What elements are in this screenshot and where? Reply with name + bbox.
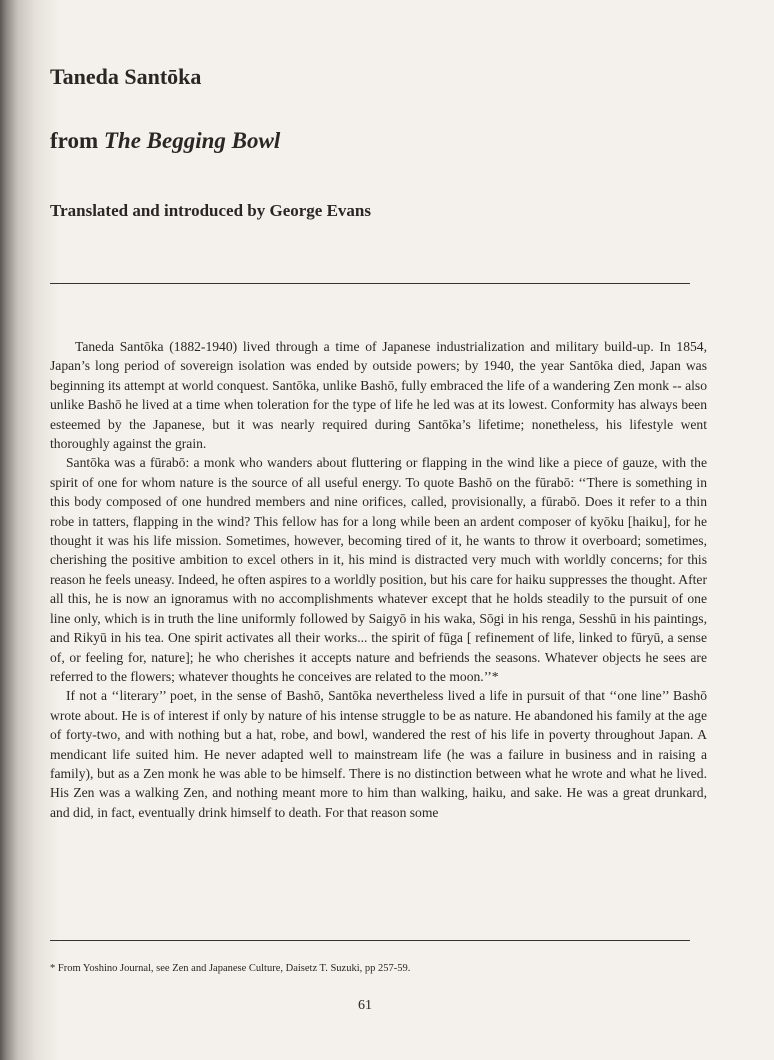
translator-credit: Translated and introduced by George Evans: [50, 201, 371, 220]
footnote: * From Yoshino Journal, see Zen and Japanese Culture, Daisetz T. Suzuki, pp 257-59.: [50, 963, 411, 974]
paragraph: Santōka was a fūrabō: a monk who wanders about fluttering or flapping in the wind like a piece of gauze, with the spirit of one for whom nature is the source of all useful energy. To quote Bashō on the fūrabō: ‘‘There is something in this body composed of one hundred members and nine orifices, called, provisionally, a fūrabō. Does it refer to a thin robe in tatters, flapping in the wind? This fellow has for a long while been an ardent composer of kyōku [haiku], for he thought it was his life mission. Sometimes, however, becoming tired of it, he wants to throw it overboard; sometimes, cherishing the positive ambition to excel others in it, his mind is distracted very much with worldly concerns; for this reason he feels uneasy. Indeed, he often aspires to a worldly position, but his care for haiku suppresses the thought. After all this, he is now an ignoramus with no accomplishments whatever except that he holds steadily to the pursuit of one line only, which is in truth the line uniformly followed by Saigyō in his waka, Sōgi in his renga, Sesshū in his paintings, and Rikyū in his tea. One spirit activates all their works... the spirit of fūga [ refinement of life, linked to fūryū, a sense of, or feeling for, nature]; he who cherishes it accepts nature and befriends the seasons. Whatever objects he sees are referred to the flowers; whatever thoughts he conceives are related to the moon.’’*: [50, 455, 707, 684]
footnote-divider: [50, 940, 690, 941]
body-text: [50, 337, 707, 822]
page-number: 61: [358, 998, 372, 1013]
paragraph: If not a ‘‘literary’’ poet, in the sense of Bashō, Santōka nevertheless lived a life in pursuit of that ‘‘one line’’ Bashō wrote about. He is of interest if only by nature of his intense struggle to be as nature. He abandoned his family at the age of forty-two, and with nothing but a hat, robe, and bowl, wandered the rest of his life in poverty throughout Japan. A mendicant life suited him. He never adapted well to mainstream life (he was a failure in business and in raising a family), but as a Zen monk he was able to be himself. There is no distinction between what he wrote and what he lived. His Zen was a walking Zen, and nothing meant more to him than walking, haiku, and sake. He was a great drunkard, and did, in fact, eventually drink himself to death. For that reason some: [50, 688, 707, 820]
excerpt-prefix: from: [50, 128, 104, 153]
top-divider: [50, 283, 690, 284]
paragraph: Taneda Santōka (1882-1940) lived through a time of Japanese industrialization and military build-up. In 1854, Japan’s long period of sovereign isolation was ended by outside powers; by 1940, the year Santōka died, Japan was beginning its attempt at world conquest. Santōka, unlike Bashō, fully embraced the life of a wandering Zen monk -- also unlike Bashō he lived at a time when toleration for the type of life he led was at its lowest. Conformity has always been esteemed by the Japanese, but it was nearly required during Santōka’s lifetime; nonetheless, his lifestyle went thoroughly against the grain.: [50, 339, 707, 452]
book-title: The Begging Bowl: [103, 128, 281, 153]
excerpt-heading: [50, 128, 280, 154]
author-heading: Taneda Santōka: [50, 64, 202, 89]
